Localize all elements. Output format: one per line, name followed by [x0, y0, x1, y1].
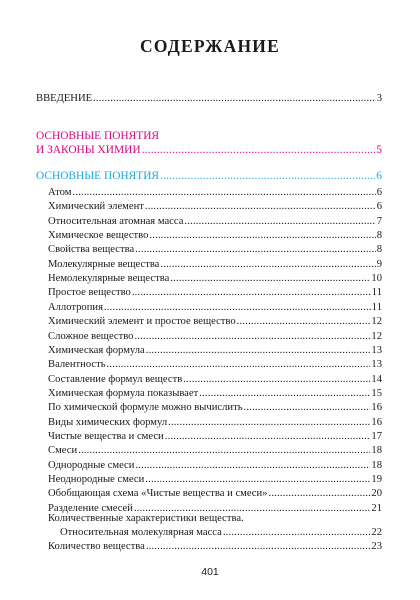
toc-entry[interactable]	[48, 200, 382, 213]
toc-entry-page: 7	[376, 215, 382, 227]
toc-entry-label: По химической формуле можно вычислить	[48, 402, 243, 414]
toc-leader-dots	[244, 401, 371, 414]
toc-entry-label: Однородные смеси	[48, 459, 135, 471]
toc-entry-page: 6	[376, 170, 382, 182]
toc-entry[interactable]	[48, 229, 382, 242]
toc-entry-page: 17	[371, 430, 382, 442]
toc-entry-chapter[interactable]	[36, 170, 382, 183]
toc-leader-dots	[132, 286, 371, 299]
toc-leader-dots	[170, 272, 370, 285]
toc-entry-page: 23	[371, 541, 382, 552]
toc-entry-page: 19	[371, 474, 382, 485]
toc-entry[interactable]	[48, 401, 382, 414]
toc-entry[interactable]	[48, 315, 382, 328]
toc-entry[interactable]	[48, 358, 382, 371]
toc-leader-dots	[223, 526, 371, 539]
toc-entry-page: 8	[376, 230, 382, 242]
toc-leader-dots	[93, 92, 376, 105]
toc-leader-dots	[268, 487, 370, 500]
toc-entry-label: Простое вещество	[48, 287, 131, 299]
toc-leader-dots	[146, 540, 371, 553]
toc-leader-dots	[199, 387, 370, 400]
toc-entry-page: 13	[371, 344, 382, 356]
toc-leader-dots	[165, 430, 371, 443]
toc-leader-dots	[149, 229, 375, 242]
toc-entry-label: Относительная молекулярная масса	[60, 527, 222, 538]
toc-entry-label: Количество вещества	[48, 541, 145, 552]
toc-entry[interactable]	[48, 459, 382, 472]
toc-leader-dots	[107, 358, 371, 371]
toc-entry-label: Валентность	[48, 359, 106, 371]
toc-leader-dots	[135, 243, 376, 256]
toc-entry[interactable]	[48, 301, 382, 314]
toc-entry[interactable]	[48, 286, 382, 299]
toc-entry-label: Молекулярные вещества	[48, 258, 160, 270]
part-heading-line2: И ЗАКОНЫ ХИМИИ	[36, 144, 141, 156]
toc-entry-label: Свойства вещества	[48, 244, 135, 256]
toc-entry-page: 6	[376, 187, 382, 198]
toc-entry[interactable]	[48, 344, 382, 357]
toc-entry[interactable]	[48, 473, 382, 486]
part-heading-line1: ОСНОВНЫЕ ПОНЯТИЯ	[36, 130, 160, 142]
toc-entry-page: 5	[376, 144, 382, 156]
toc-entry[interactable]	[48, 487, 382, 500]
toc-entry-page: 14	[371, 373, 382, 385]
toc-leader-dots	[78, 444, 370, 457]
toc-entry-page: 3	[376, 93, 382, 104]
toc-entry-label: Химическое вещество	[48, 230, 149, 242]
toc-entry-label: Химическая формула	[48, 344, 145, 356]
toc-entry[interactable]	[48, 258, 382, 271]
toc-entry-page: 11	[371, 301, 382, 313]
toc-entry-label: Чистые вещества и смеси	[48, 430, 164, 442]
toc-entry[interactable]	[48, 243, 382, 256]
toc-entry-label: Сложное вещество	[48, 330, 134, 342]
toc-leader-dots	[237, 315, 371, 328]
toc-leader-dots	[134, 330, 370, 343]
toc-entry[interactable]	[48, 215, 382, 228]
toc-entry-page: 18	[371, 459, 382, 471]
toc-entry-label: Атом	[48, 187, 72, 198]
toc-leader-dots	[145, 200, 376, 213]
toc-entry-label: ВВЕДЕНИЕ	[36, 93, 93, 104]
toc-entry-intro[interactable]	[36, 92, 382, 105]
toc-entry-label: Обобщающая схема «Чистые вещества и смеси»	[48, 488, 268, 500]
toc-entry[interactable]	[48, 416, 382, 429]
toc-leader-dots	[168, 416, 370, 429]
toc-entry-label: Виды химических формул	[48, 416, 168, 428]
toc-entry-label: Аллотропия	[48, 301, 103, 313]
toc-entry[interactable]	[48, 330, 382, 343]
toc-entry-page: 6	[376, 201, 382, 213]
toc-leader-dots	[184, 215, 375, 228]
toc-entry-page: 22	[371, 527, 382, 538]
toc-entry-page: 12	[371, 316, 382, 328]
toc-entry-multiline[interactable]	[60, 526, 382, 539]
toc-entry-page: 13	[371, 359, 382, 371]
toc-leader-dots	[146, 344, 371, 357]
toc-entry-page: 10	[371, 273, 382, 285]
toc-leader-dots	[72, 186, 375, 199]
toc-entry[interactable]	[48, 186, 382, 199]
toc-entry-multiline-first: Количественные характеристики вещества.	[48, 513, 244, 524]
toc-entry-page: 8	[376, 244, 382, 256]
toc-entry-label: Смеси	[48, 445, 78, 457]
toc-entry-page: 16	[371, 402, 382, 414]
toc-entry-page: 12	[371, 330, 382, 342]
toc-leader-dots	[183, 373, 370, 386]
toc-entry-part[interactable]	[36, 144, 382, 157]
toc-entry-label: Химический элемент и простое вещество	[48, 316, 236, 328]
toc-leader-dots	[135, 459, 370, 472]
toc-entry[interactable]	[48, 387, 382, 400]
toc-leader-dots	[104, 301, 371, 314]
toc-entry-page: 18	[371, 445, 382, 457]
toc-entry-label: Неоднородные смеси	[48, 474, 145, 485]
toc-entry-page: 20	[371, 488, 382, 500]
toc-leader-dots	[160, 170, 375, 183]
toc-entry-label: Химический элемент	[48, 201, 144, 213]
toc-entry[interactable]	[48, 430, 382, 443]
toc-entry-label: Разделение смесей	[48, 502, 133, 514]
toc-entry[interactable]	[48, 272, 382, 285]
toc-leader-dots	[160, 258, 375, 271]
toc-entry-page: 11	[371, 287, 382, 299]
toc-entry-page: 16	[371, 416, 382, 428]
toc-entry-label: Относительная атомная масса	[48, 215, 184, 227]
page-title: СОДЕРЖАНИЕ	[139, 36, 280, 56]
toc-entry-page: 21	[371, 502, 382, 514]
toc-entry-label: Составление формул веществ	[48, 373, 183, 385]
toc-entry-page: 9	[376, 258, 382, 270]
chapter-heading: ОСНОВНЫЕ ПОНЯТИЯ	[36, 170, 160, 182]
toc-entry-label: Немолекулярные вещества	[48, 273, 170, 285]
toc-entry-label: Химическая формула показывает	[48, 387, 199, 399]
toc-entry[interactable]	[48, 444, 382, 457]
toc-leader-dots	[142, 144, 376, 157]
toc-entry[interactable]	[48, 373, 382, 386]
toc-leader-dots	[145, 473, 370, 486]
toc-entry-last[interactable]	[48, 540, 382, 553]
footer-page-number: 401	[201, 566, 219, 578]
toc-entry-page: 15	[371, 387, 382, 399]
